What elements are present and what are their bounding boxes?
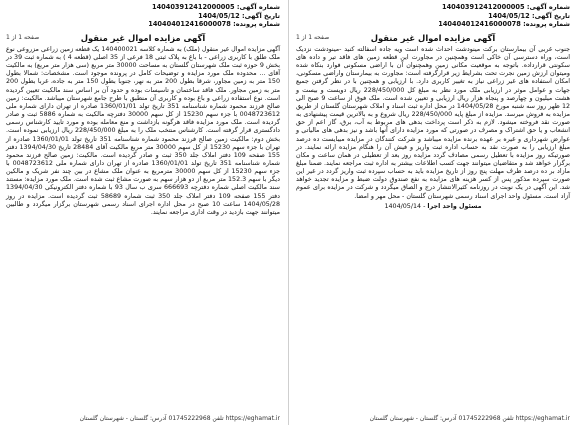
page-number: صفحه 1 از 1 [6, 34, 40, 41]
notice-body: آگهی مزایده اموال غیر منقول (ملک) به شماره کلاسه 140400021 یک قطعه زمین زراعی مزروعی نوع ملک طلق با کاربری زراعی - با باغ به پلاک ثبتی 18 فرعی از 35 اصلی (قطعه 4 ) به شماره ثبت 39 در بخش 9 حوزه ثبت ملک شهرستان گلستان به مساحت 30000 متر مربع (سی هزار متر مربع) به مالکیت آقای ... محدوده ملک مورد مزایده و توضیحات کامل در پرونده موجود است. مشخصات: شمالا بطول 150 متر به زمین مجاور، شرقا بطول 200 متر به نهر، جنوبا بطول 150 متر به جاده، غربا بطول 200 متر به زمین مجاور. ملک فاقد ساختمان و تاسیسات بوده و حدود آن بر اساس سند مالکیت تعیین گردیده است. نوع استفاده زراعی و باغ بوده و کاربری آن منطبق با طرح جامع شهرستان میباشد. مالکیت: زمین صالح فرزند محمود شماره شناسنامه 351 تاریخ تولد 1360/01/01 صادره از تهران دارای شماره ملی 0048723612 با جزء سهم 15230 از کل سهم 30000 دفترچه مالکیت به شماره 5886 ثبت و صادر گردیده است. ملک مورد مزایده فاقد هرگونه بازداشت و منع معامله بوده و مورد تایید کارشناس رسمی دادگستری قرار گرفته است. کارشناس منتخب ملک را به مبلغ 228/450/000 ریال ارزیابی نموده است. بخش دوم: مالکیت زمین صالح فرزند محمود شماره شناسنامه 351 تاریخ تولد 1360/01/01 صادره از تهران با جزء سهم 15230 از کل سهم 30000 متر مربع مالکیت آقای 28484 تاریخ 1394/04/30 دفتر 155 صفحه 109 دفتر املاک جلد 350 ثبت و صادر گردیده است. مالکیت: زمین صالح فرزند محمود شماره شناسنامه 351 تاریخ تولد 1360/01/01 صادره از تهران دارای شماره ملی 0048723612 با جزء سهم 15230 از کل سهم 30000 مترمربع به عنوان ملک مشاع در بین چند نفر شریک و مالکین دیگر با سهم 152.3 متر مربع از دو هزار سهم به صورت مشاع ثبت شده است. ملک مورد مزایده: مستند سند مالکیت اصلی شماره دفترچه 666693 سری ب سال 93 با شماره دفتر الکترونیکی 1394/04/30 دفتر 155 صفحه 109 دفتر املاک جلد 350 ثبت شماره 58689 ثبت گردیده است. مزایده در روز 1404/05/28 ساعت 10 صبح در محل اداره اجرای اسناد رسمی شهرستان برگزار میگردد و طالبین میتوانند جهت بازدید در وقت اداری مراجعه نمایند. [6, 45, 281, 216]
notice-column-left [0, 0, 286, 425]
signature-block: مسئول واحد اجرا - 1404/05/14 [384, 202, 482, 210]
notice-date: تاریخ آگهی: 1404/05/12 [488, 11, 570, 20]
notice-body: جنوب غربی آن بیمارستان برکت مینودشت احداث شده است ویه جاده اسفالته کنید -مینودشت نزدیک است، وراه دسترسی آن خاکی است وهمچنین در مجاورت این قطعه زمین های فاقد تیر و داده های سکونتی قرارداده. باتوجه به موقعیت مکانی زمین وهمچنوان آن با اراضی مسکونی فوارد بنکاه شده ومیتوان ارزش زمین نجرت تحت بشرایط زیر قرارگرفته است: مجاورت به بیمارستان واراضی مسکونی، امکان استفاده های غیر زراعی نیاز به تغییر کاربری دارد. با ارزیابی و همچنین با در نظر گرفتن جمیع جهات و عوامل موثر در ارزیابی ملک مورد نظر به مبلغ کل 228/450/000 ریال دویست و بیست و هشت میلیون و چهارصد و پنجاه هزار ریال ارزیابی و تعیین شده است. ملک فوق از ساعت 9 صبح الی 12 ظهر روز سه شنبه مورخ 1404/05/28 در محل اداره ثبت اسناد و املاک شهرستان گلستان از طریق مزایده به فروش میرسد. مزایده از مبلغ پایه 228/450/000 ریال شروع و به بالاترین قیمت پیشنهادی به صورت نقد فروخته میشود. لازم به ذکر است پرداخت بدهی های مربوط به آب، برق، گاز اعم از حق انشعاب و یا حق اشتراک و مصرف در صورتی که مورد مزایده دارای آنها باشد و نیز بدهی های مالیاتی و عوارض شهرداری و غیره بر عهده برنده مزایده میباشد و شرکت کنندگان در مزایده میبایست ده درصد مبلغ ارزیابی را به صورت نقد به حساب اداره ثبت واریز و فیش آن را هنگام مزایده ارائه نمایند. در صورتیکه روز مزایده با تعطیل رسمی مصادف گردد مزایده روز بعد از تعطیلی در همان ساعت و مکان برگزار خواهد شد و متقاضیان میتوانند جهت کسب اطلاعات بیشتر به اداره ثبت مراجعه نمایند. ضمنا مبلغ مازاد بر ده درصد ظرف مهلت پنج روز از تاریخ مزایده باید به حساب سپرده ثبت واریز گردد در غیر این صورت سپرده مذکور پس از کسر هزینه های مزایده به نفع صندوق دولت ضبط و مزایده تجدید خواهد شد. این آگهی در یک نوبت در روزنامه کثیرالانتشار درج و الصاق میگردد و شرکت در مزایده برای عموم آزاد است. مسئول واحد اجرای اسناد رسمی شهرستان گلستان - محل مهر و امضا. [296, 45, 571, 200]
notice-meta [6, 3, 280, 29]
notice-title: آگهی مزایده اموال غیر منقول [80, 32, 206, 43]
page-number: صفحه 1 از 1 [296, 34, 330, 41]
notice-number: شماره آگهی: 140403912412000005 [151, 3, 280, 11]
column-divider [288, 0, 289, 425]
notice-number: شماره آگهی: 140403912412000005 [441, 3, 570, 11]
notice-date: تاریخ آگهی: 1404/05/12 [198, 11, 280, 20]
notice-column-right [290, 0, 576, 425]
notice-footer: https://eghamat.ir تلفن 01745222968 آدرس: گلستان - شهرستان گلستان [369, 415, 570, 422]
notice-meta [296, 3, 570, 29]
notice-title: آگهی مزایده اموال غیر منقول [370, 32, 496, 43]
file-number: شماره پرونده: 140404012416000078 [438, 20, 570, 29]
notice-footer: https://eghamat.ir تلفن 01745222968 آدرس: گلستان - شهرستان گلستان [79, 415, 280, 422]
file-number: شماره پرونده: 140404012416000078 [148, 20, 280, 29]
signature-date: 1404/05/14 [384, 202, 422, 210]
signature-title: مسئول واحد اجرا [427, 202, 482, 210]
